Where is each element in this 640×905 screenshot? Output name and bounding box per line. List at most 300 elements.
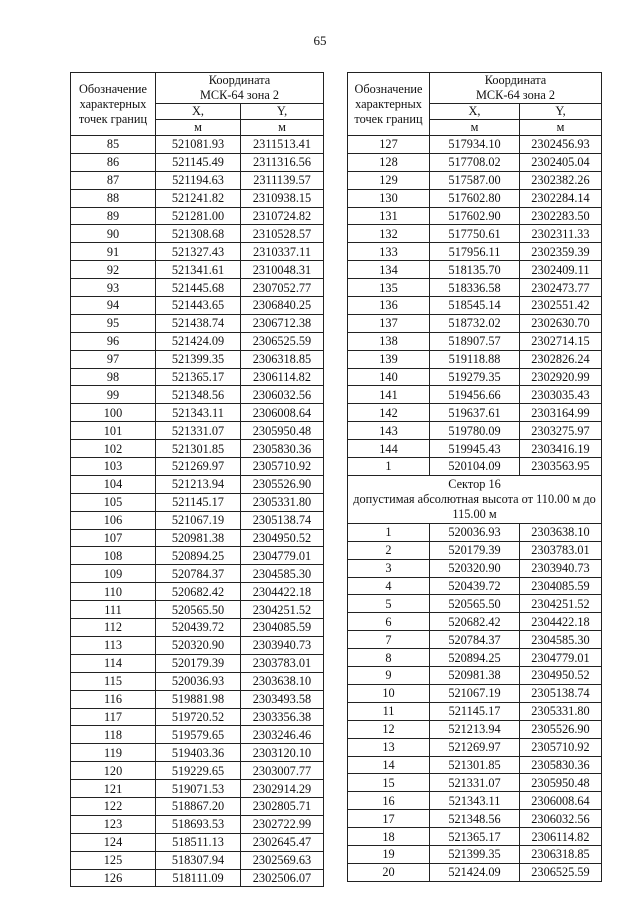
x-coordinate: 517750.61 [430,225,520,243]
point-number: 144 [348,440,430,458]
table-row [71,207,324,225]
table-row [348,350,602,368]
x-coordinate: 521194.63 [156,171,241,189]
coordinate-system-label: МСК-64 зона 2 [476,88,555,102]
table-row [348,279,602,297]
y-coordinate: 2311139.57 [241,171,324,189]
point-number: 105 [71,493,156,511]
point-number: 88 [71,189,156,207]
table-row [71,171,324,189]
table-row [71,458,324,476]
x-coordinate: 520320.90 [430,559,520,577]
y-coordinate: 2304779.01 [520,649,602,667]
x-coordinate: 520784.37 [430,631,520,649]
point-number: 116 [71,690,156,708]
table-row [348,153,602,171]
sector-subtitle: допустимая абсолютная высота от 110.00 м до 115.00 м [353,491,596,521]
x-coordinate: 521327.43 [156,243,241,261]
x-coordinate: 519881.98 [156,690,241,708]
y-coordinate: 2307052.77 [241,279,324,297]
table-row [348,828,602,846]
point-number: 96 [71,332,156,350]
y-coordinate: 2303493.58 [241,690,324,708]
x-coordinate: 521343.11 [430,792,520,810]
point-number: 106 [71,511,156,529]
y-coordinate: 2305710.92 [241,458,324,476]
table-row [348,577,602,595]
table-row [348,863,602,881]
x-coordinate: 519945.43 [430,440,520,458]
point-number: 87 [71,171,156,189]
table-row [348,720,602,738]
left-coordinate-table [70,72,324,887]
y-coordinate: 2311513.41 [241,136,324,154]
point-number: 137 [348,314,430,332]
point-number: 111 [71,601,156,619]
x-coordinate: 521424.09 [156,332,241,350]
point-number: 6 [348,613,430,631]
point-number: 14 [348,756,430,774]
x-coordinate: 520682.42 [430,613,520,631]
table-row [71,601,324,619]
x-coordinate: 517602.80 [430,189,520,207]
point-number: 4 [348,577,430,595]
y-coordinate: 2304779.01 [241,547,324,565]
y-coordinate: 2304422.18 [241,583,324,601]
table-row [348,404,602,422]
point-number: 94 [71,297,156,315]
sector-header [348,475,602,523]
x-coordinate: 521301.85 [430,756,520,774]
point-number: 123 [71,815,156,833]
table-row [348,845,602,863]
y-coordinate: 2305138.74 [241,511,324,529]
table-row [348,458,602,476]
y-coordinate: 2304950.52 [520,667,602,685]
x-coordinate: 519071.53 [156,780,241,798]
point-number: 139 [348,350,430,368]
x-coordinate: 521145.17 [156,493,241,511]
y-coordinate: 2302826.24 [520,350,602,368]
y-coordinate: 2304251.52 [241,601,324,619]
table-row [71,583,324,601]
table-row [71,654,324,672]
x-coordinate: 520179.39 [156,654,241,672]
y-coordinate: 2303164.99 [520,404,602,422]
x-coordinate: 517934.10 [430,136,520,154]
y-coordinate: 2303563.95 [520,458,602,476]
x-coordinate: 521365.17 [430,828,520,846]
y-coordinate: 2302409.11 [520,261,602,279]
table-row [348,774,602,792]
y-coordinate: 2304085.59 [241,619,324,637]
y-coordinate: 2303783.01 [241,654,324,672]
y-coordinate: 2302359.39 [520,243,602,261]
table-row [71,297,324,315]
point-number: 90 [71,225,156,243]
point-number: 12 [348,720,430,738]
point-number: 10 [348,684,430,702]
y-coordinate: 2310528.57 [241,225,324,243]
y-coordinate: 2302805.71 [241,797,324,815]
y-coordinate: 2302283.50 [520,207,602,225]
x-coordinate: 519720.52 [156,708,241,726]
table-row [348,756,602,774]
x-header: X, [156,104,241,120]
x-coordinate: 520179.39 [430,541,520,559]
x-coordinate: 519780.09 [430,422,520,440]
table-row [71,350,324,368]
point-number: 140 [348,368,430,386]
page-number: 65 [313,33,327,48]
y-coordinate: 2303940.73 [520,559,602,577]
point-number: 128 [348,153,430,171]
table-row [71,529,324,547]
table-row [71,672,324,690]
table-row [71,744,324,762]
y-coordinate: 2305526.90 [520,720,602,738]
point-number: 16 [348,792,430,810]
x-coordinate: 519579.65 [156,726,241,744]
y-coordinate: 2306840.25 [241,297,324,315]
x-coordinate: 519279.35 [430,368,520,386]
x-coordinate: 518867.20 [156,797,241,815]
y-coordinate: 2311316.56 [241,153,324,171]
point-number: 138 [348,332,430,350]
x-coordinate: 521438.74 [156,314,241,332]
y-coordinate: 2302456.93 [520,136,602,154]
table-row [348,649,602,667]
table-row [348,613,602,631]
y-coordinate: 2310048.31 [241,261,324,279]
x-coordinate: 519637.61 [430,404,520,422]
point-number: 104 [71,475,156,493]
y-coordinate: 2302284.14 [520,189,602,207]
y-coordinate: 2304085.59 [520,577,602,595]
x-coordinate: 520981.38 [156,529,241,547]
x-coordinate: 518135.70 [430,261,520,279]
point-number: 11 [348,702,430,720]
x-coordinate: 521269.97 [156,458,241,476]
x-coordinate: 521308.68 [156,225,241,243]
y-coordinate: 2302914.29 [241,780,324,798]
right-coordinate-table [347,72,602,882]
x-coordinate: 520036.93 [430,523,520,541]
table-row [71,493,324,511]
table-row [71,815,324,833]
y-coordinate: 2305526.90 [241,475,324,493]
sector-title-cell [348,475,602,523]
y-coordinate: 2303940.73 [241,636,324,654]
x-coordinate: 519456.66 [430,386,520,404]
x-coordinate: 521145.49 [156,153,241,171]
y-coordinate: 2306114.82 [241,368,324,386]
table-row [71,547,324,565]
y-coordinate: 2305830.36 [520,756,602,774]
coordinate-label: Координата [484,73,547,87]
point-number: 99 [71,386,156,404]
point-number: 121 [71,780,156,798]
x-coordinate: 518732.02 [430,314,520,332]
y-coordinate: 2306032.56 [241,386,324,404]
point-number: 5 [348,595,430,613]
point-number: 98 [71,368,156,386]
point-number: 92 [71,261,156,279]
table-row [71,332,324,350]
y-coordinate: 2303246.46 [241,726,324,744]
table-row [71,869,324,887]
point-number: 113 [71,636,156,654]
designation-header: Обозначение характерных точек границ [71,73,156,136]
point-number: 120 [71,762,156,780]
point-number: 1 [348,458,430,476]
x-coordinate: 521331.07 [430,774,520,792]
point-number: 20 [348,863,430,881]
y-coordinate: 2305710.92 [520,738,602,756]
x-coordinate: 521445.68 [156,279,241,297]
y-coordinate: 2305331.80 [241,493,324,511]
y-coordinate: 2304585.30 [241,565,324,583]
point-number: 127 [348,136,430,154]
x-coordinate: 518111.09 [156,869,241,887]
point-number: 117 [71,708,156,726]
x-coordinate: 520565.50 [430,595,520,613]
x-coordinate: 521399.35 [430,845,520,863]
point-number: 1 [348,523,430,541]
y-coordinate: 2302630.70 [520,314,602,332]
x-coordinate: 520104.09 [430,458,520,476]
x-coordinate: 520682.42 [156,583,241,601]
table-row [71,690,324,708]
sector-table-body [348,523,602,881]
y-header: Y, [520,104,602,120]
x-coordinate: 518307.94 [156,851,241,869]
x-coordinate: 517602.90 [430,207,520,225]
x-coordinate: 518545.14 [430,297,520,315]
point-number: 125 [71,851,156,869]
y-coordinate: 2302551.42 [520,297,602,315]
table-row [71,225,324,243]
right-table-body [348,136,602,476]
y-coordinate: 2306032.56 [520,810,602,828]
x-coordinate: 520036.93 [156,672,241,690]
coordinate-header [156,73,324,104]
y-coordinate: 2302311.33 [520,225,602,243]
point-number: 118 [71,726,156,744]
point-number: 95 [71,314,156,332]
table-row [348,368,602,386]
x-coordinate: 518907.57 [430,332,520,350]
coordinate-system-label: МСК-64 зона 2 [200,88,279,102]
point-number: 3 [348,559,430,577]
table-row [348,261,602,279]
table-row [348,595,602,613]
coordinate-label: Координата [208,73,271,87]
coordinate-header [430,73,602,104]
point-number: 93 [71,279,156,297]
y-coordinate: 2306008.64 [241,404,324,422]
y-coordinate: 2305138.74 [520,684,602,702]
table-row [348,631,602,649]
point-number: 142 [348,404,430,422]
y-unit: м [241,120,324,136]
point-number: 7 [348,631,430,649]
x-coordinate: 521343.11 [156,404,241,422]
x-coordinate: 521443.65 [156,297,241,315]
designation-header: Обозначение характерных точек границ [348,73,430,136]
y-coordinate: 2302506.07 [241,869,324,887]
point-number: 124 [71,833,156,851]
x-coordinate: 520981.38 [430,667,520,685]
point-number: 8 [348,649,430,667]
x-coordinate: 521424.09 [430,863,520,881]
y-header: Y, [241,104,324,120]
x-coordinate: 521213.94 [430,720,520,738]
point-number: 15 [348,774,430,792]
point-number: 131 [348,207,430,225]
x-unit: м [430,120,520,136]
table-row [71,475,324,493]
point-number: 2 [348,541,430,559]
y-coordinate: 2310337.11 [241,243,324,261]
table-row [71,851,324,869]
x-coordinate: 521301.85 [156,440,241,458]
table-row [71,243,324,261]
y-unit: м [520,120,602,136]
y-coordinate: 2302569.63 [241,851,324,869]
point-number: 108 [71,547,156,565]
point-number: 19 [348,845,430,863]
point-number: 103 [71,458,156,476]
point-number: 86 [71,153,156,171]
table-row [348,225,602,243]
x-coordinate: 521145.17 [430,702,520,720]
table-row [348,314,602,332]
table-row [348,523,602,541]
x-coordinate: 520894.25 [156,547,241,565]
table-row [71,565,324,583]
table-row [71,708,324,726]
x-coordinate: 519403.36 [156,744,241,762]
point-number: 126 [71,869,156,887]
table-row [348,559,602,577]
y-coordinate: 2306318.85 [520,845,602,863]
y-coordinate: 2302920.99 [520,368,602,386]
table-row [71,797,324,815]
x-coordinate: 521281.00 [156,207,241,225]
point-number: 17 [348,810,430,828]
y-coordinate: 2303007.77 [241,762,324,780]
table-row [348,189,602,207]
x-coordinate: 521348.56 [430,810,520,828]
table-row [348,332,602,350]
y-coordinate: 2310724.82 [241,207,324,225]
point-number: 107 [71,529,156,547]
x-coordinate: 521081.93 [156,136,241,154]
table-row [348,243,602,261]
x-coordinate: 518511.13 [156,833,241,851]
table-row [348,440,602,458]
x-coordinate: 521067.19 [156,511,241,529]
x-unit: м [156,120,241,136]
table-row [71,440,324,458]
y-coordinate: 2305331.80 [520,702,602,720]
table-row [348,297,602,315]
y-coordinate: 2303416.19 [520,440,602,458]
x-coordinate: 521365.17 [156,368,241,386]
point-number: 85 [71,136,156,154]
table-row [71,833,324,851]
x-coordinate: 517708.02 [430,153,520,171]
point-number: 130 [348,189,430,207]
y-coordinate: 2306008.64 [520,792,602,810]
x-coordinate: 517587.00 [430,171,520,189]
y-coordinate: 2303275.97 [520,422,602,440]
point-number: 119 [71,744,156,762]
point-number: 112 [71,619,156,637]
x-coordinate: 521331.07 [156,422,241,440]
point-number: 143 [348,422,430,440]
y-coordinate: 2306318.85 [241,350,324,368]
table-row [348,810,602,828]
point-number: 18 [348,828,430,846]
x-coordinate: 521399.35 [156,350,241,368]
x-coordinate: 521341.61 [156,261,241,279]
y-coordinate: 2303120.10 [241,744,324,762]
y-coordinate: 2302405.04 [520,153,602,171]
y-coordinate: 2302722.99 [241,815,324,833]
table-row [348,386,602,404]
y-coordinate: 2305830.36 [241,440,324,458]
table-row [71,762,324,780]
point-number: 100 [71,404,156,422]
x-coordinate: 519118.88 [430,350,520,368]
point-number: 134 [348,261,430,279]
table-row [71,261,324,279]
y-coordinate: 2306712.38 [241,314,324,332]
y-coordinate: 2303638.10 [520,523,602,541]
table-row [348,702,602,720]
table-row [71,136,324,154]
x-coordinate: 520320.90 [156,636,241,654]
table-row [348,738,602,756]
y-coordinate: 2303035.43 [520,386,602,404]
point-number: 114 [71,654,156,672]
y-coordinate: 2306525.59 [520,863,602,881]
x-coordinate: 520784.37 [156,565,241,583]
table-row [348,207,602,225]
point-number: 133 [348,243,430,261]
point-number: 13 [348,738,430,756]
table-row [348,792,602,810]
x-coordinate: 518336.58 [430,279,520,297]
point-number: 136 [348,297,430,315]
x-coordinate: 520565.50 [156,601,241,619]
table-row [71,189,324,207]
point-number: 89 [71,207,156,225]
y-coordinate: 2304585.30 [520,631,602,649]
table-row [71,422,324,440]
table-row [348,541,602,559]
table-row [348,667,602,685]
table-row [348,171,602,189]
table-row [71,153,324,171]
point-number: 101 [71,422,156,440]
sector-title: Сектор 16 [448,476,501,491]
point-number: 132 [348,225,430,243]
table-row [71,368,324,386]
x-coordinate: 521269.97 [430,738,520,756]
